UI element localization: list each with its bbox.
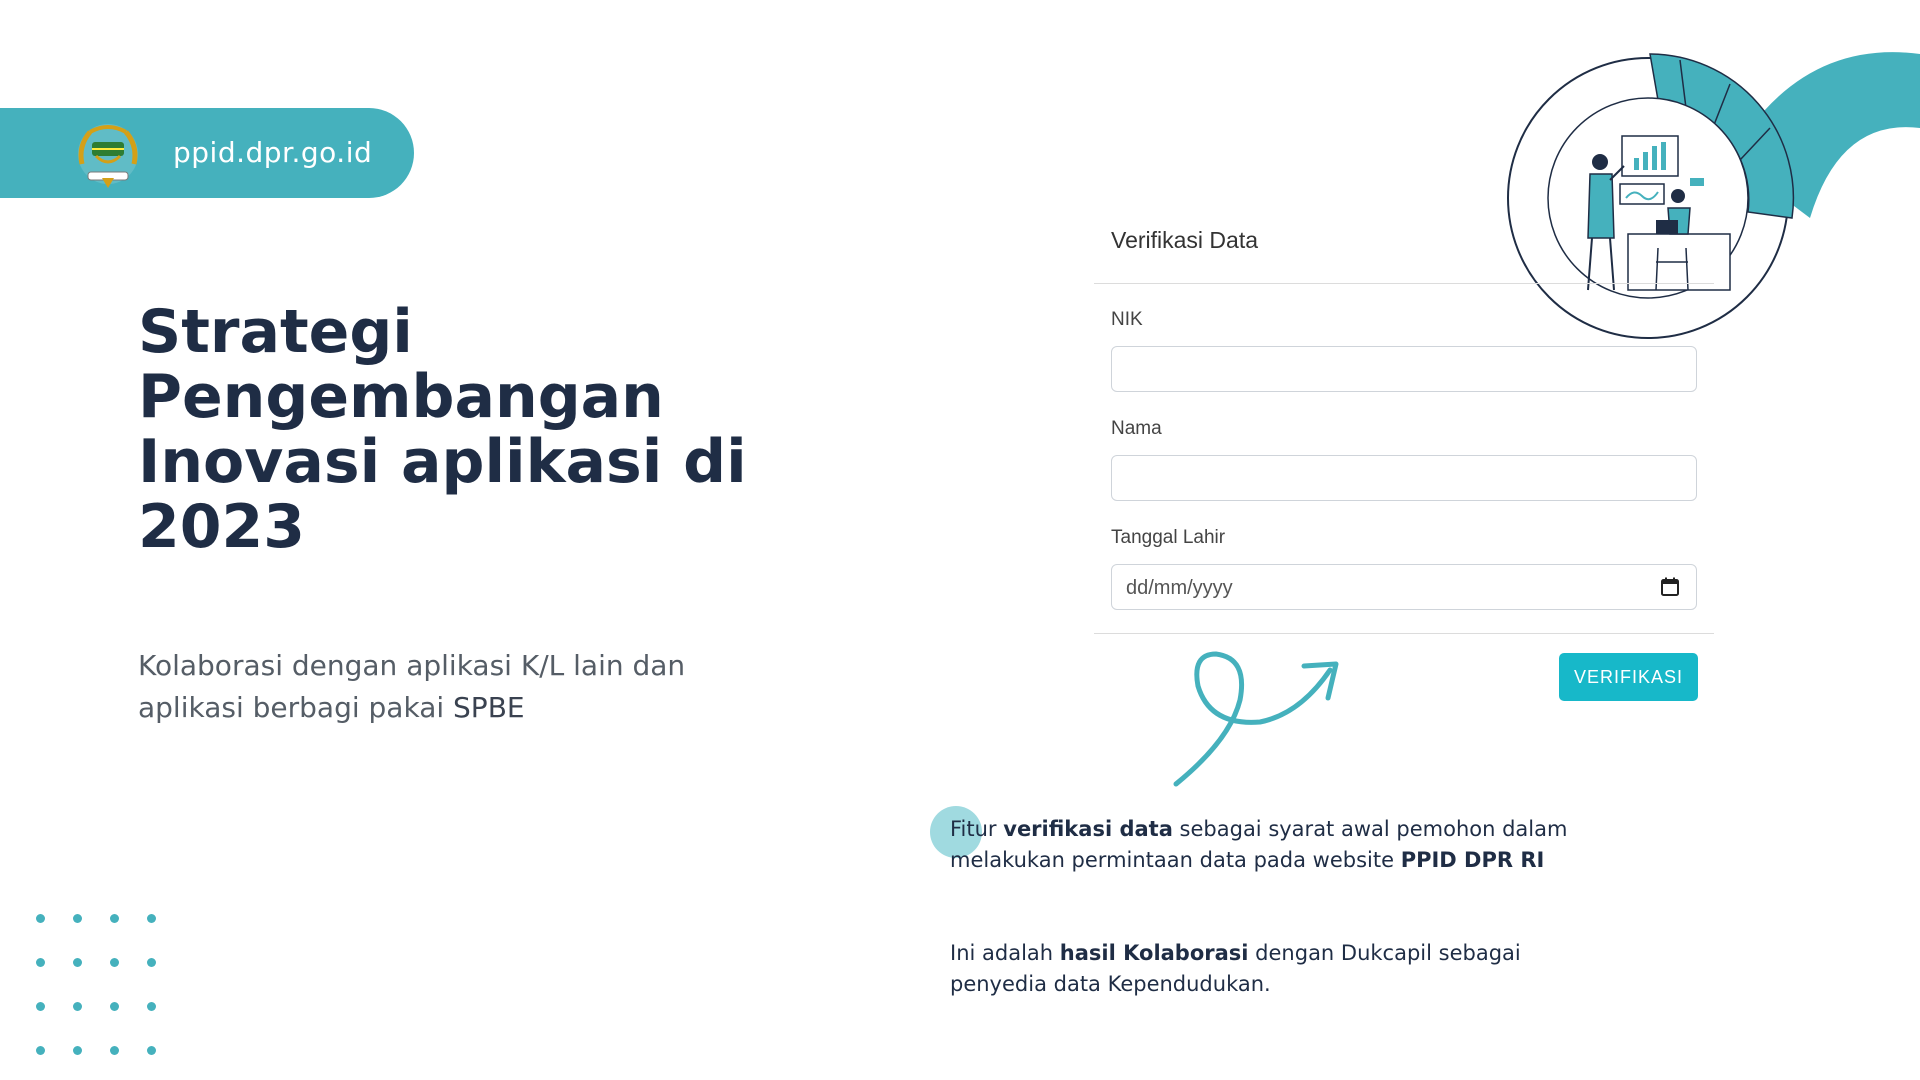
- calendar-icon[interactable]: [1660, 577, 1680, 597]
- desc-bold: verifikasi data: [1003, 817, 1173, 841]
- dpr-emblem-icon: [70, 116, 146, 192]
- nik-input[interactable]: [1111, 346, 1697, 392]
- dot: [36, 958, 45, 967]
- verification-form-card: [1094, 205, 1714, 635]
- dot: [36, 1046, 45, 1055]
- curly-arrow-decoration: [1170, 640, 1350, 790]
- dot: [73, 958, 82, 967]
- form-footer-divider: [1094, 633, 1714, 634]
- desc-text: sebagai syarat awal pemohon dalam melakukan permintaan data pada website: [950, 817, 1568, 872]
- dot: [73, 914, 82, 923]
- dot: [110, 1046, 119, 1055]
- title-line-4: 2023: [138, 492, 305, 562]
- nama-input[interactable]: [1111, 455, 1697, 501]
- tanggal-lahir-input[interactable]: [1111, 564, 1697, 610]
- subtitle-text: Kolaborasi dengan aplikasi K/L lain dan aplikasi berbagi pakai: [138, 649, 686, 724]
- nama-label: Nama: [1111, 418, 1162, 439]
- site-header-pill: [0, 108, 414, 198]
- desc-bold: hasil Kolaborasi: [1059, 941, 1249, 965]
- subtitle-bold: SPBE: [453, 691, 525, 724]
- subtitle: [138, 645, 778, 729]
- dot: [110, 914, 119, 923]
- date-placeholder: dd/mm/yyyy: [1126, 577, 1233, 599]
- dot: [110, 958, 119, 967]
- desc-text: dengan Dukcapil sebagai penyedia data Kependudukan.: [950, 941, 1521, 996]
- site-url-label[interactable]: ppid.dpr.go.id: [173, 136, 373, 169]
- title-line-3: Inovasi aplikasi di: [138, 427, 747, 497]
- dot: [147, 914, 156, 923]
- page-title: [138, 297, 778, 562]
- dot: [73, 1002, 82, 1011]
- form-title: Verifikasi Data: [1111, 227, 1259, 253]
- verifikasi-button[interactable]: VERIFIKASI: [1559, 653, 1698, 701]
- title-line-1: Strategi: [138, 297, 413, 367]
- dot: [36, 1002, 45, 1011]
- description-paragraph-1: [950, 814, 1590, 876]
- description-paragraph-2: [950, 938, 1590, 1000]
- tanggal-lahir-label: Tanggal Lahir: [1111, 527, 1226, 548]
- dot: [36, 914, 45, 923]
- desc-bold: PPID DPR RI: [1400, 848, 1545, 872]
- desc-text: Fitur: [950, 817, 1004, 841]
- dot: [73, 1046, 82, 1055]
- dot: [110, 1002, 119, 1011]
- form-header-divider: [1094, 283, 1714, 284]
- dots-grid-decoration: [36, 914, 162, 1054]
- dot: [147, 958, 156, 967]
- desc-text: Ini adalah: [950, 941, 1060, 965]
- title-line-2: Pengembangan: [138, 362, 664, 432]
- dot: [147, 1002, 156, 1011]
- dot: [147, 1046, 156, 1055]
- nik-label: NIK: [1111, 309, 1143, 330]
